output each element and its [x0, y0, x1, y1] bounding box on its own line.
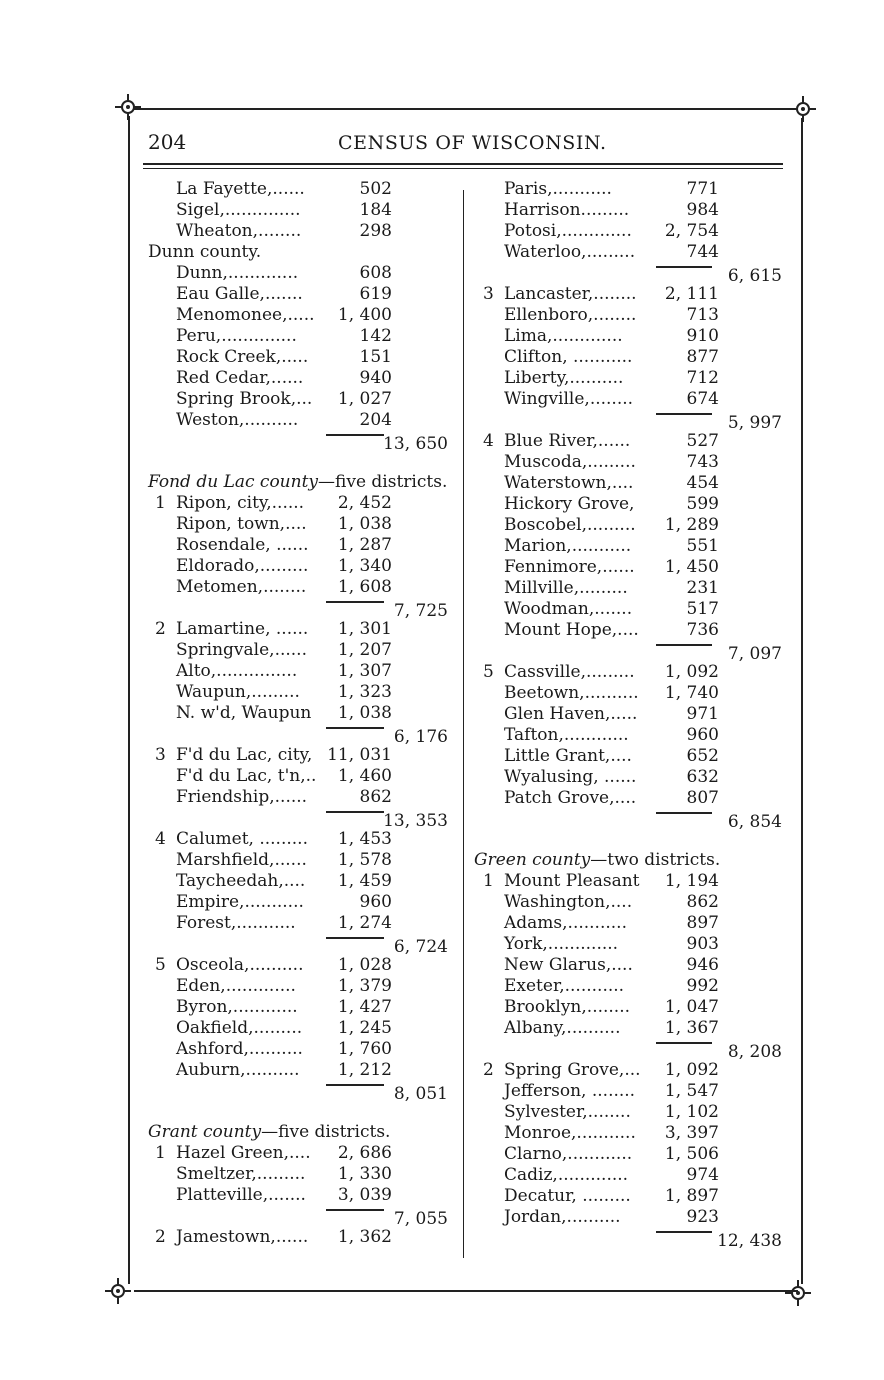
population-value: 527: [686, 431, 719, 451]
population-value: 897: [686, 913, 719, 933]
population-value: 1, 506: [664, 1144, 719, 1164]
district-count: —five districts.: [261, 1122, 391, 1142]
population-value: 2, 754: [664, 221, 719, 241]
county-heading: Dunn county.: [148, 242, 262, 262]
district-total: 7, 097: [727, 644, 782, 664]
population-value: 1, 092: [664, 1060, 719, 1080]
population-value: 1, 047: [664, 997, 719, 1017]
town-name: Beetown,..........: [504, 683, 639, 703]
district-count: —two districts.: [590, 850, 721, 870]
town-name: Decatur, .........: [504, 1186, 631, 1206]
population-value: 744: [686, 242, 719, 262]
town-name: Alto,...............: [176, 661, 298, 681]
county-name: Grant county: [148, 1122, 262, 1142]
population-value: 3, 039: [337, 1185, 392, 1205]
town-name: F'd du Lac, city,: [176, 745, 313, 765]
corner-ornament-icon: [788, 94, 818, 124]
town-name: Menomonee,.....: [176, 305, 315, 325]
population-value: 903: [686, 934, 719, 954]
population-value: 984: [686, 200, 719, 220]
town-name: Millville,.........: [504, 578, 628, 598]
population-value: 1, 450: [664, 557, 719, 577]
town-name: Mount Hope,....: [504, 620, 639, 640]
population-value: 142: [359, 326, 392, 346]
town-name: Patch Grove,....: [504, 788, 637, 808]
district-total: 6, 615: [727, 266, 782, 286]
town-name: New Glarus,....: [504, 955, 633, 975]
district-number: 3: [483, 284, 494, 304]
population-value: 960: [359, 892, 392, 912]
town-name: Sylvester,........: [504, 1102, 631, 1122]
population-value: 674: [686, 389, 719, 409]
town-name: Adams,...........: [504, 913, 627, 933]
district-total: 7, 725: [393, 601, 448, 621]
district-total: 6, 176: [393, 727, 448, 747]
town-name: La Fayette,......: [176, 179, 305, 199]
town-name: Blue River,......: [504, 431, 631, 451]
town-name: Empire,...........: [176, 892, 304, 912]
population-value: 1, 038: [337, 703, 392, 723]
town-name: Ellenboro,........: [504, 305, 637, 325]
county-heading: [148, 471, 447, 493]
frame-bottom-border: [134, 1290, 798, 1292]
town-name: Rosendale, ......: [176, 535, 309, 555]
population-value: 11, 031: [327, 745, 392, 765]
population-value: 1, 453: [337, 829, 392, 849]
population-value: 1, 400: [337, 305, 392, 325]
town-name: Eldorado,.........: [176, 556, 309, 576]
corner-ornament-icon: [783, 1278, 813, 1308]
town-name: Jordan,..........: [504, 1207, 621, 1227]
population-value: 632: [686, 767, 719, 787]
frame-left-border: [128, 116, 130, 1284]
town-name: Hazel Green,....: [176, 1143, 311, 1163]
population-value: 1, 547: [664, 1081, 719, 1101]
population-value: 502: [359, 179, 392, 199]
town-name: Calumet, .........: [176, 829, 308, 849]
population-value: 619: [359, 284, 392, 304]
population-value: 3, 397: [664, 1123, 719, 1143]
population-value: 231: [686, 578, 719, 598]
population-value: 1, 287: [337, 535, 392, 555]
population-value: 1, 330: [337, 1164, 392, 1184]
town-name: Glen Haven,.....: [504, 704, 638, 724]
town-name: Wheaton,........: [176, 221, 302, 241]
population-value: 551: [686, 536, 719, 556]
population-value: 1, 245: [337, 1018, 392, 1038]
population-value: 1, 427: [337, 997, 392, 1017]
town-name: Mount Pleasant: [504, 871, 640, 891]
population-value: 1, 367: [664, 1018, 719, 1038]
header-rule: [143, 163, 783, 165]
town-name: Exeter,...........: [504, 976, 625, 996]
population-value: 1, 362: [337, 1227, 392, 1247]
district-number: 1: [155, 1143, 166, 1163]
district-total: 12, 438: [717, 1231, 782, 1251]
town-name: Forest,...........: [176, 913, 296, 933]
town-name: Dunn,.............: [176, 263, 299, 283]
population-value: 940: [359, 368, 392, 388]
town-name: F'd du Lac, t'n,..: [176, 766, 317, 786]
corner-ornament-icon: [113, 92, 143, 122]
district-number: 5: [155, 955, 166, 975]
town-name: Oakfield,.........: [176, 1018, 303, 1038]
population-value: 608: [359, 263, 392, 283]
page-number: 204: [148, 130, 187, 154]
town-name: Ripon, city,......: [176, 493, 305, 513]
population-value: 743: [686, 452, 719, 472]
district-total: 5, 997: [727, 413, 782, 433]
town-name: Liberty,..........: [504, 368, 624, 388]
population-value: 1, 459: [337, 871, 392, 891]
town-name: Weston,..........: [176, 410, 299, 430]
population-value: 1, 194: [664, 871, 719, 891]
population-value: 713: [686, 305, 719, 325]
population-value: 1, 102: [664, 1102, 719, 1122]
town-name: Tafton,............: [504, 725, 629, 745]
town-name: Paris,...........: [504, 179, 612, 199]
population-value: 1, 578: [337, 850, 392, 870]
town-name: Boscobel,.........: [504, 515, 636, 535]
population-value: 1, 760: [337, 1039, 392, 1059]
district-number: 3: [155, 745, 166, 765]
district-number: 2: [155, 619, 166, 639]
population-value: 454: [686, 473, 719, 493]
town-name: Marshfield,......: [176, 850, 307, 870]
town-name: Jamestown,......: [176, 1227, 309, 1247]
town-name: Monroe,...........: [504, 1123, 636, 1143]
district-number: 2: [483, 1060, 494, 1080]
population-value: 971: [686, 704, 719, 724]
population-value: 517: [686, 599, 719, 619]
corner-ornament-icon: [103, 1276, 133, 1306]
population-value: 2, 452: [337, 493, 392, 513]
town-name: Rock Creek,.....: [176, 347, 309, 367]
town-name: Jefferson, ........: [504, 1081, 636, 1101]
town-name: Waupun,.........: [176, 682, 300, 702]
town-name: Wingville,........: [504, 389, 634, 409]
population-value: 599: [686, 494, 719, 514]
town-name: Little Grant,....: [504, 746, 632, 766]
district-total: 8, 208: [727, 1042, 782, 1062]
town-name: Cassville,.........: [504, 662, 635, 682]
town-name: Taycheedah,....: [176, 871, 306, 891]
town-name: Metomen,........: [176, 577, 307, 597]
page-title: CENSUS OF WISCONSIN.: [338, 132, 607, 154]
population-value: 184: [359, 200, 392, 220]
population-value: 1, 207: [337, 640, 392, 660]
population-value: 877: [686, 347, 719, 367]
town-name: Waterloo,.........: [504, 242, 636, 262]
district-number: 4: [155, 829, 166, 849]
population-value: 1, 608: [337, 577, 392, 597]
town-name: Cadiz,.............: [504, 1165, 629, 1185]
frame-right-border: [801, 118, 803, 1284]
district-total: 13, 650: [383, 434, 448, 454]
town-name: Hickory Grove,: [504, 494, 635, 514]
town-name: Spring Grove,...: [504, 1060, 641, 1080]
population-value: 1, 301: [337, 619, 392, 639]
town-name: Clifton, ...........: [504, 347, 633, 367]
population-value: 960: [686, 725, 719, 745]
district-number: 1: [155, 493, 166, 513]
town-name: Potosi,.............: [504, 221, 632, 241]
population-value: 2, 686: [337, 1143, 392, 1163]
town-name: Harrison.........: [504, 200, 630, 220]
town-name: Albany,..........: [504, 1018, 621, 1038]
population-value: 1, 740: [664, 683, 719, 703]
population-value: 992: [686, 976, 719, 996]
population-value: 1, 379: [337, 976, 392, 996]
town-name: Peru,..............: [176, 326, 297, 346]
town-name: Muscoda,.........: [504, 452, 636, 472]
town-name: Ashford,..........: [176, 1039, 303, 1059]
population-value: 1, 897: [664, 1186, 719, 1206]
frame-top-border: [134, 108, 798, 110]
population-value: 298: [359, 221, 392, 241]
town-name: Lamartine, ......: [176, 619, 309, 639]
town-name: Platteville,.......: [176, 1185, 306, 1205]
population-value: 1, 028: [337, 955, 392, 975]
town-name: Ripon, town,....: [176, 514, 307, 534]
header-rule: [143, 168, 783, 169]
population-value: 1, 038: [337, 514, 392, 534]
population-value: 1, 274: [337, 913, 392, 933]
town-name: Clarno,............: [504, 1144, 633, 1164]
district-number: 2: [155, 1227, 166, 1247]
town-name: Washington,....: [504, 892, 633, 912]
town-name: Smeltzer,.........: [176, 1164, 306, 1184]
town-name: Eau Galle,.......: [176, 284, 303, 304]
town-name: Springvale,......: [176, 640, 307, 660]
population-value: 862: [686, 892, 719, 912]
county-heading: [474, 849, 720, 871]
population-value: 1, 289: [664, 515, 719, 535]
town-name: Osceola,..........: [176, 955, 304, 975]
population-value: 771: [686, 179, 719, 199]
population-value: 652: [686, 746, 719, 766]
town-name: Byron,............: [176, 997, 298, 1017]
district-total: 8, 051: [393, 1084, 448, 1104]
population-value: 1, 323: [337, 682, 392, 702]
town-name: York,.............: [504, 934, 619, 954]
town-name: Spring Brook,...: [176, 389, 313, 409]
town-name: Brooklyn,........: [504, 997, 631, 1017]
population-value: 910: [686, 326, 719, 346]
population-value: 974: [686, 1165, 719, 1185]
county-name: Fond du Lac county: [148, 472, 319, 492]
town-name: Lima,.............: [504, 326, 623, 346]
district-number: 4: [483, 431, 494, 451]
population-value: 862: [359, 787, 392, 807]
town-name: N. w'd, Waupun: [176, 703, 312, 723]
district-count: —five districts.: [318, 472, 448, 492]
population-value: 1, 307: [337, 661, 392, 681]
town-name: Woodman,.......: [504, 599, 633, 619]
population-value: 1, 340: [337, 556, 392, 576]
population-value: 204: [359, 410, 392, 430]
town-name: Friendship,......: [176, 787, 308, 807]
district-total: 7, 055: [393, 1209, 448, 1229]
town-name: Lancaster,........: [504, 284, 637, 304]
district-number: 1: [483, 871, 494, 891]
column-divider: [463, 190, 464, 1258]
population-value: 1, 212: [337, 1060, 392, 1080]
population-value: 946: [686, 955, 719, 975]
town-name: Sigel,..............: [176, 200, 301, 220]
population-value: 151: [359, 347, 392, 367]
district-number: 5: [483, 662, 494, 682]
county-name: Green county: [474, 850, 591, 870]
district-total: 13, 353: [383, 811, 448, 831]
population-value: 1, 027: [337, 389, 392, 409]
population-value: 923: [686, 1207, 719, 1227]
town-name: Fennimore,......: [504, 557, 635, 577]
population-value: 1, 092: [664, 662, 719, 682]
county-heading: [148, 1121, 390, 1143]
town-name: Eden,.............: [176, 976, 296, 996]
town-name: Marion,...........: [504, 536, 632, 556]
population-value: 2, 111: [664, 284, 719, 304]
population-value: 1, 460: [337, 766, 392, 786]
town-name: Waterstown,....: [504, 473, 634, 493]
town-name: Auburn,..........: [176, 1060, 300, 1080]
district-total: 6, 724: [393, 937, 448, 957]
district-total: 6, 854: [727, 812, 782, 832]
town-name: Red Cedar,......: [176, 368, 304, 388]
population-value: 736: [686, 620, 719, 640]
population-value: 807: [686, 788, 719, 808]
town-name: Wyalusing, ......: [504, 767, 637, 787]
population-value: 712: [686, 368, 719, 388]
